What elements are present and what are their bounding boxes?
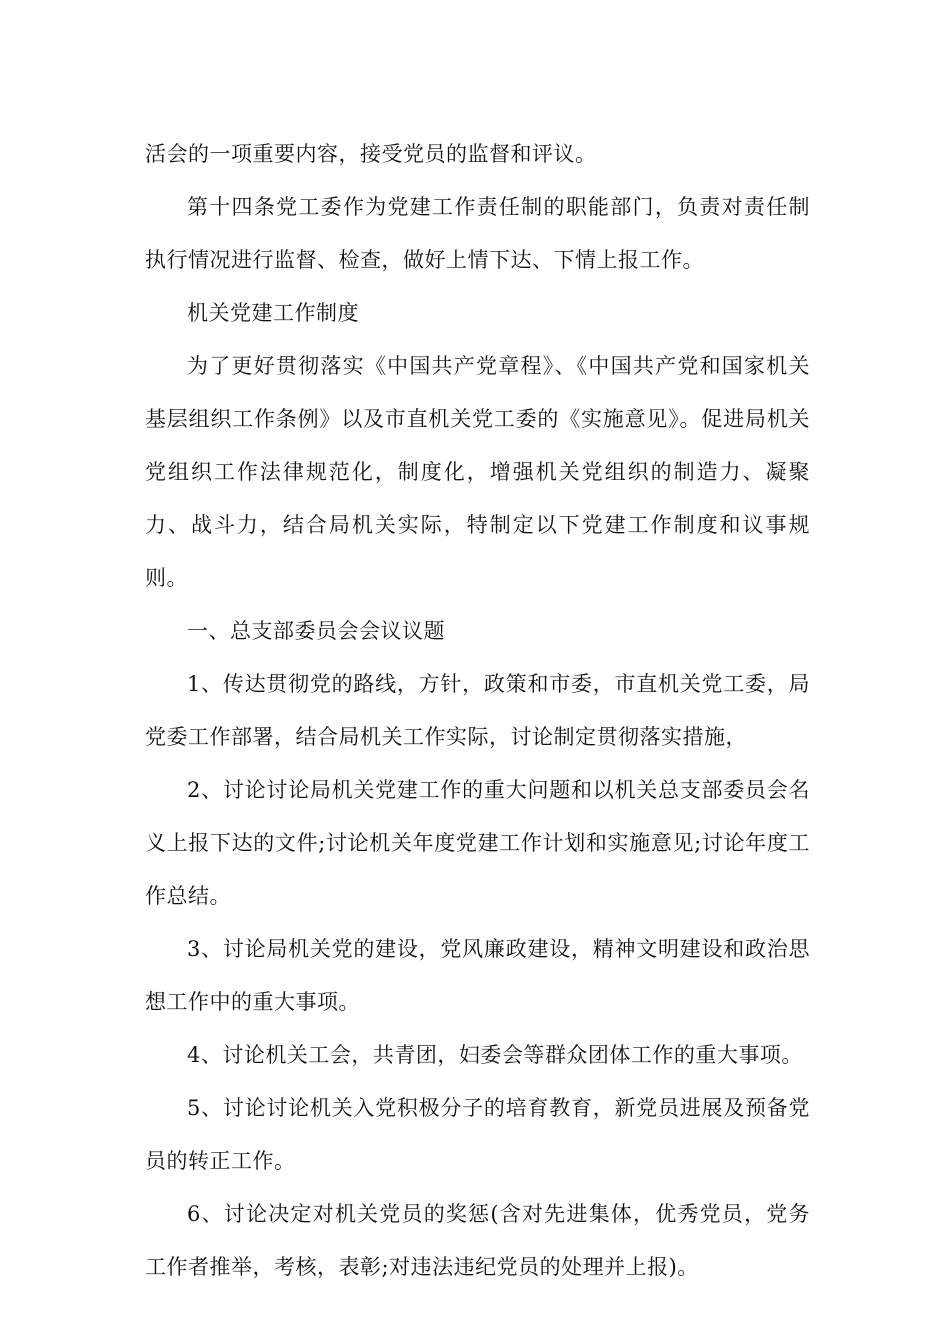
list-item-2: 2、讨论讨论局机关党建工作的重大问题和以机关总支部委员会名义上报下达的文件;讨论机关年度党建工作计划和实施意见;讨论年度工作总结。 bbox=[145, 778, 810, 908]
paragraph-continuation: 活会的一项重要内容，接受党员的监督和评议。 bbox=[145, 142, 597, 166]
section-heading: 机关党建工作制度 bbox=[187, 301, 359, 325]
list-item-6: 6、讨论决定对机关党员的奖惩(含对先进集体，优秀党员，党务工作者推举，考核，表彰;对违法违纪党员的处理并上报)。 bbox=[145, 1202, 810, 1279]
document-body bbox=[145, 128, 810, 1294]
list-item-1: 1、传达贯彻党的路线，方针，政策和市委，市直机关党工委，局党委工作部署，结合局机关工作实际，讨论制定贯彻落实措施， bbox=[145, 672, 810, 749]
subsection-heading: 一、总支部委员会会议议题 bbox=[187, 619, 445, 643]
paragraph-intro: 为了更好贯彻落实《中国共产党章程》、《中国共产党和国家机关基层组织工作条例》以及市直机关党工委的《实施意见》。促进局机关党组织工作法律规范化，制度化，增强机关党组织的制造力、凝聚力、战斗力，结合局机关实际，特制定以下党建工作制度和议事规则。 bbox=[145, 354, 810, 590]
list-item-4: 4、讨论机关工会，共青团，妇委会等群众团体工作的重大事项。 bbox=[187, 1043, 803, 1067]
list-item-3: 3、讨论局机关党的建设，党风廉政建设，精神文明建设和政治思想工作中的重大事项。 bbox=[145, 937, 810, 1014]
paragraph-article-14: 第十四条党工委作为党建工作责任制的职能部门，负责对责任制执行情况进行监督、检查，做好上情下达、下情上报工作。 bbox=[145, 195, 810, 272]
list-item-5: 5、讨论讨论机关入党积极分子的培育教育，新党员进展及预备党员的转正工作。 bbox=[145, 1096, 810, 1173]
